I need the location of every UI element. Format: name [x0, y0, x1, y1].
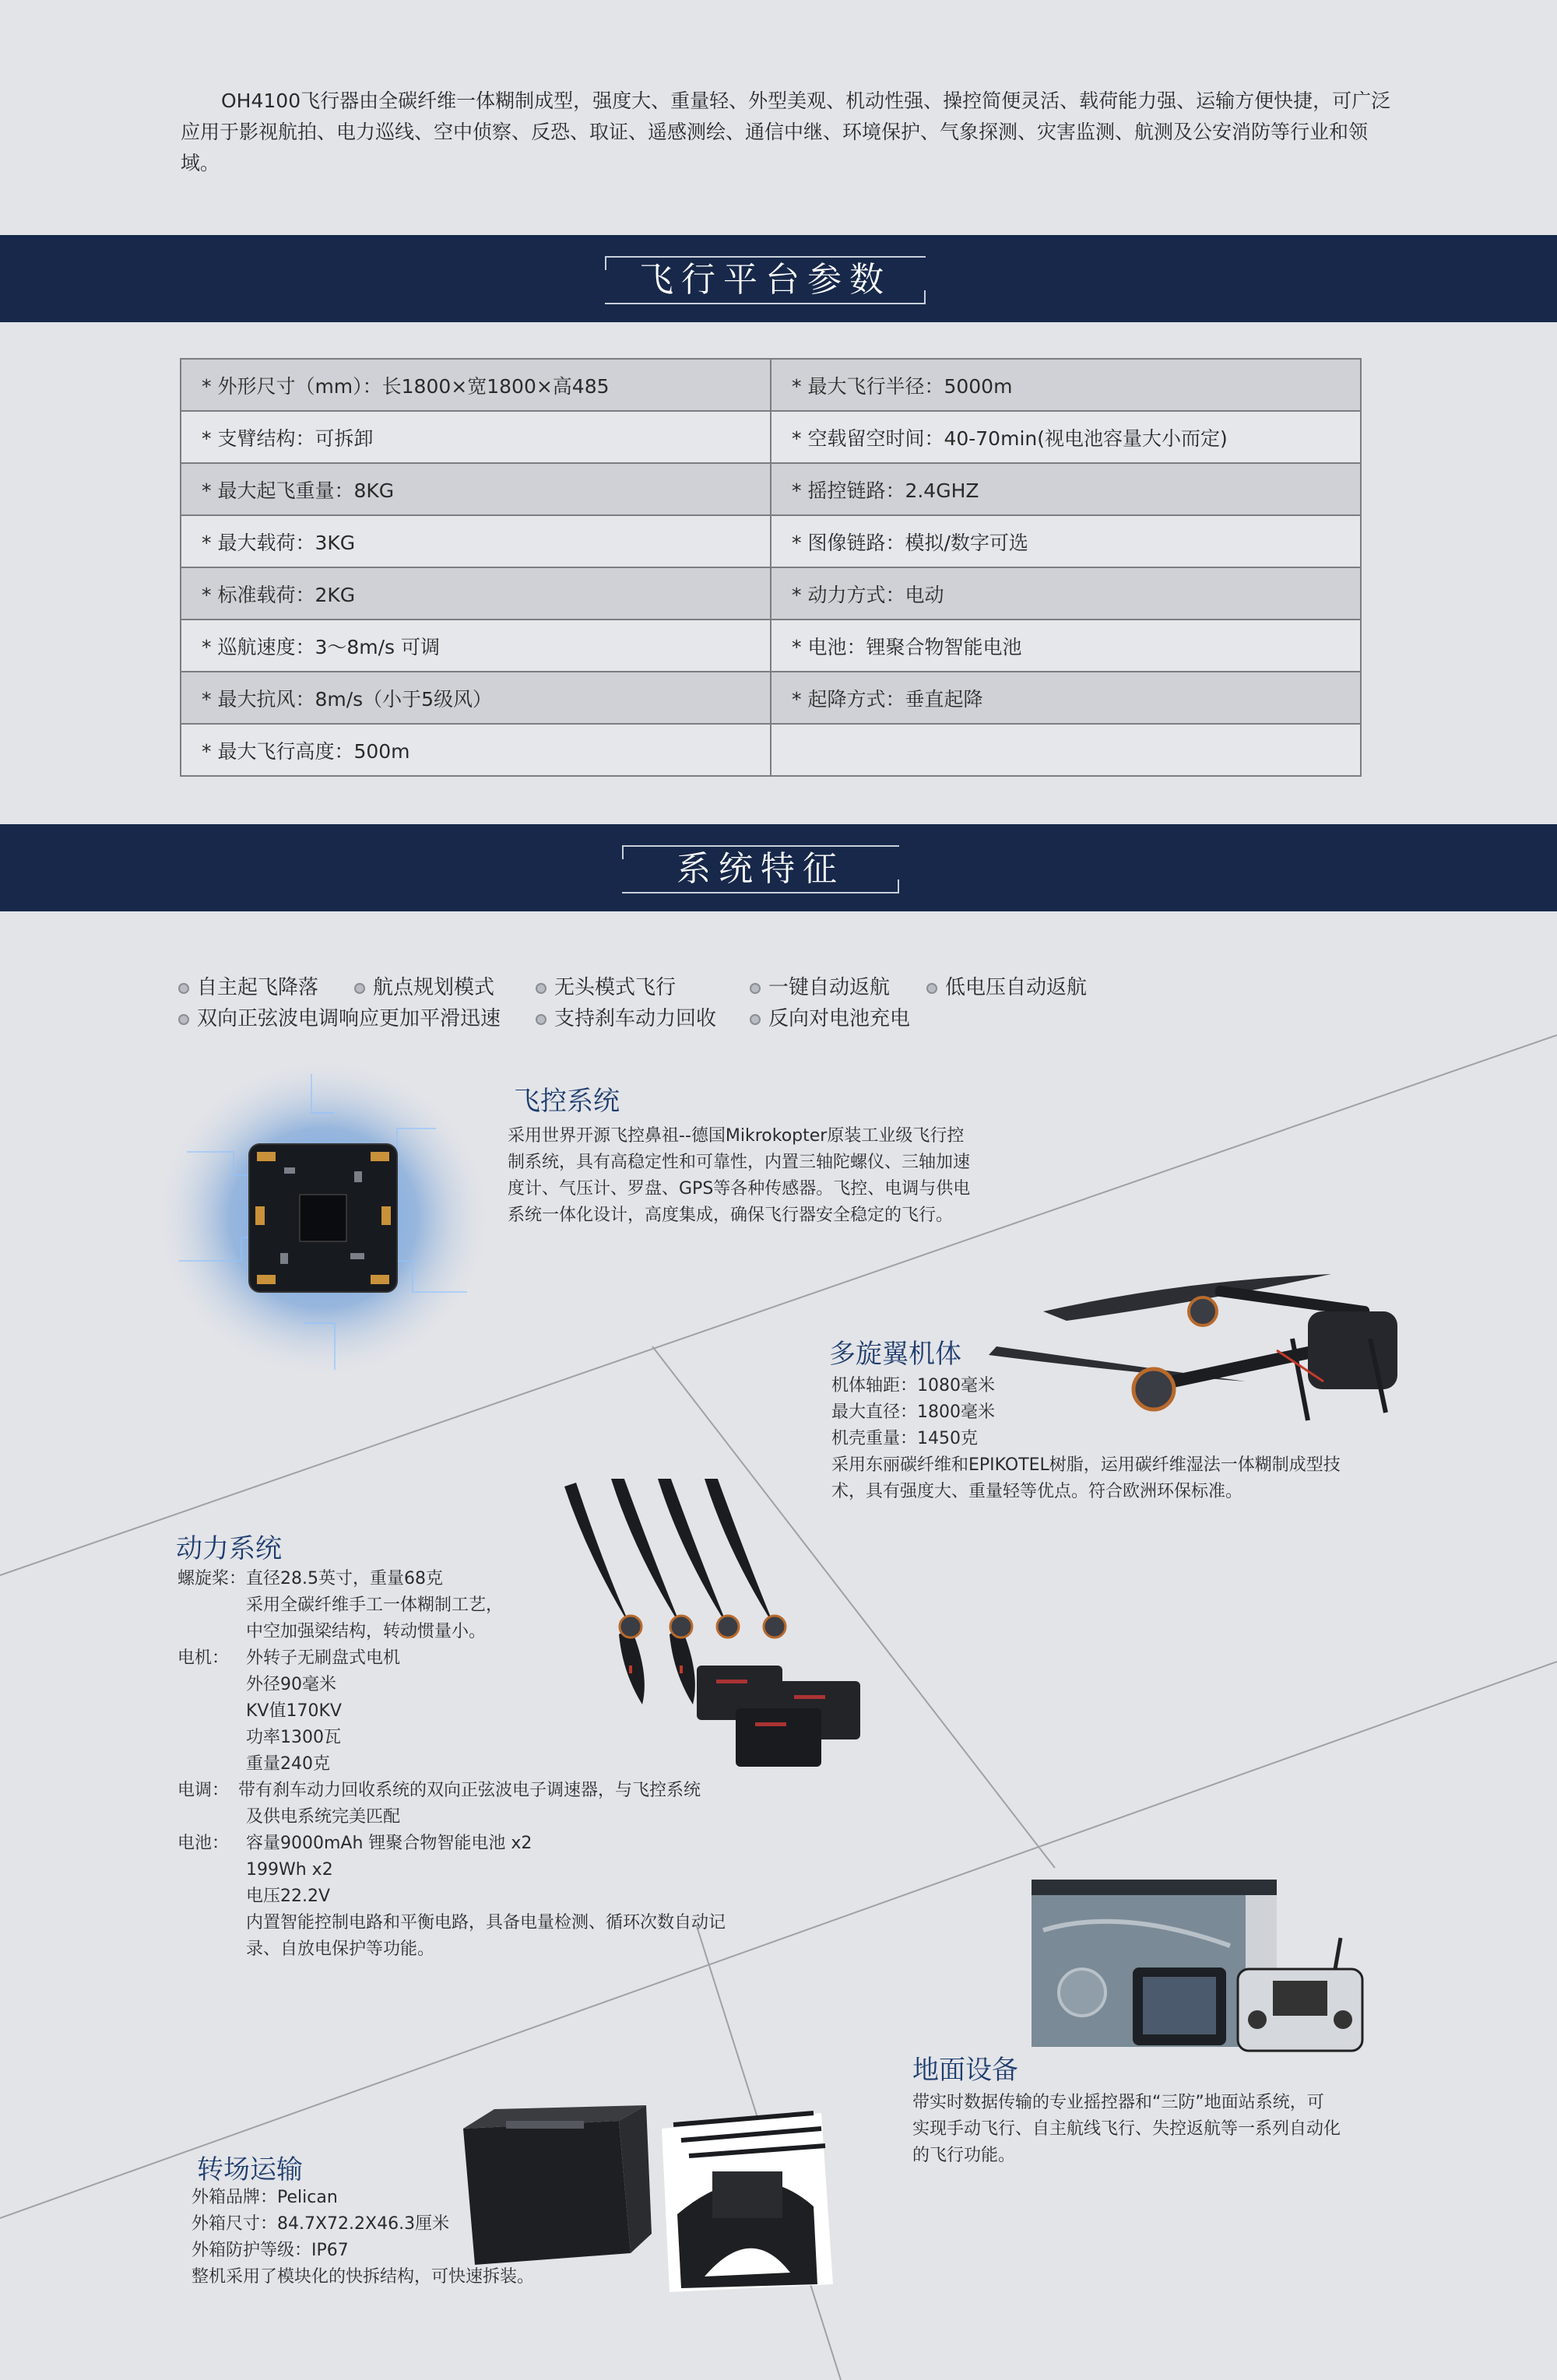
spec-cell-right: * 摇控链路：2.4GHZ [771, 463, 1361, 515]
feature-item: 双向正弦波电调响应更加平滑迅速 [178, 1002, 501, 1031]
section-banner-platform [0, 235, 1557, 322]
spec-cell-right: * 图像链路：模拟/数字可选 [771, 515, 1361, 567]
spec-cell-left: * 支臂结构：可拆卸 [181, 411, 771, 463]
spec-cell-right [771, 724, 1361, 776]
spec-row [181, 411, 1361, 463]
section-banner-features [0, 824, 1557, 911]
feature-item: 低电压自动返航 [926, 971, 1087, 1000]
spec-cell-left: * 外形尺寸（mm）：长1800×宽1800×高485 [181, 359, 771, 411]
banner-title: 系统特征 [677, 849, 845, 889]
flight-control-text: 采用世界开源飞控鼻祖--德国Mikrokopter原装工业级飞行控 制系统，具有高稳定性和可靠性，内置三轴陀螺仪、三轴加速 度计、气压计、罗盘、GPS等各种传感器。飞控、电调与供电 系统一体化设计，高度集成，确保飞行器安全稳定的飞行。 [508, 1126, 971, 1225]
banner-frame [605, 256, 926, 304]
feature-item: 无头模式飞行 [536, 971, 676, 1000]
flight-control-heading: 飞控系统 [514, 1086, 620, 1117]
spec-cell-left: * 巡航速度：3～8m/s 可调 [181, 620, 771, 672]
feature-item: 自主起飞降落 [178, 971, 318, 1000]
transport-heading: 转场运输 [197, 2154, 303, 2185]
spec-row [181, 463, 1361, 515]
spec-cell-right: * 电池：锂聚合物智能电池 [771, 620, 1361, 672]
spec-cell-right: * 最大飞行半径：5000m [771, 359, 1361, 411]
feature-item: 航点规划模式 [354, 971, 494, 1000]
spec-cell-right: * 动力方式：电动 [771, 567, 1361, 620]
ground-station-image [1028, 1876, 1386, 2055]
transport-text: 外箱品牌：Pelican 外箱尺寸：84.7X72.2X46.3厘米 外箱防护等级：IP67 整机采用了模块化的快拆结构，可快速拆装。 [192, 2188, 535, 2287]
spec-cell-left: * 最大起飞重量：8KG [181, 463, 771, 515]
spec-table [180, 358, 1362, 777]
feature-item: 一键自动返航 [750, 971, 890, 1000]
power-text: 螺旋桨：直径28.5英寸，重量68克 采用全碳纤维手工一体糊制工艺， 中空加强梁结构，转动惯量小。 电机： 外转子无刷盘式电机 外径90毫米 KV值170KV 功率1300瓦 重量240克 电调： 带有刹车动力回收系统的双向正弦波电子调速器，与飞控系统 及供电系统完美匹配 电池： 容量9000mAh 锂聚合物智能电池 x2 199Wh x2 电压22.2V 内置智能控制电路和平衡电路，具备电量检测、循环次数自动记 录、自放电保护等功能。 [177, 1569, 726, 1959]
spec-cell-right: * 空载留空时间：40-70min(视电池容量大小而定) [771, 411, 1361, 463]
banner-frame [622, 845, 899, 893]
spec-cell-right: * 起降方式：垂直起降 [771, 672, 1361, 724]
ground-text: 带实时数据传输的专业摇控器和“三防”地面站系统，可 实现手动飞行、自主航线飞行、失控返航等一系列自动化 的飞行功能。 [912, 2093, 1341, 2165]
spec-row [181, 620, 1361, 672]
flight-controller-image [156, 1058, 498, 1385]
intro-paragraph: OH4100飞行器由全碳纤维一体糊制成型，强度大、重量轻、外型美观、机动性强、操控简便灵活、载荷能力强、运输方便快捷，可广泛应用于影视航拍、电力巡线、空中侦察、反恐、取证、遥感测绘、通信中继、环境保护、气象探测、灾害监测、航测及公安消防等行业和领域。 [181, 90, 1391, 174]
spec-row [181, 515, 1361, 567]
spec-row [181, 359, 1361, 411]
banner-title: 飞行平台参数 [639, 260, 891, 300]
spec-row [181, 567, 1361, 620]
spec-cell-left: * 最大抗风：8m/s（小于5级风） [181, 672, 771, 724]
spec-cell-left: * 最大飞行高度：500m [181, 724, 771, 776]
spec-row [181, 672, 1361, 724]
feature-item: 反向对电池充电 [750, 1002, 910, 1031]
feature-item: 支持刹车动力回收 [536, 1002, 716, 1031]
spec-row [181, 724, 1361, 776]
spec-cell-left: * 最大载荷：3KG [181, 515, 771, 567]
airframe-heading: 多旋翼机体 [829, 1339, 961, 1370]
power-heading: 动力系统 [176, 1533, 282, 1564]
ground-heading: 地面设备 [912, 2055, 1018, 2086]
spec-cell-left: * 标准载荷：2KG [181, 567, 771, 620]
airframe-text: 机体轴距：1080毫米 最大直径：1800毫米 机壳重量：1450克 采用东丽碳纤维和EPIKOTEL树脂，运用碳纤维湿法一体糊制成型技 术，具有强度大、重量轻等优点。符合欧洲环保标准。 [831, 1376, 1341, 1501]
